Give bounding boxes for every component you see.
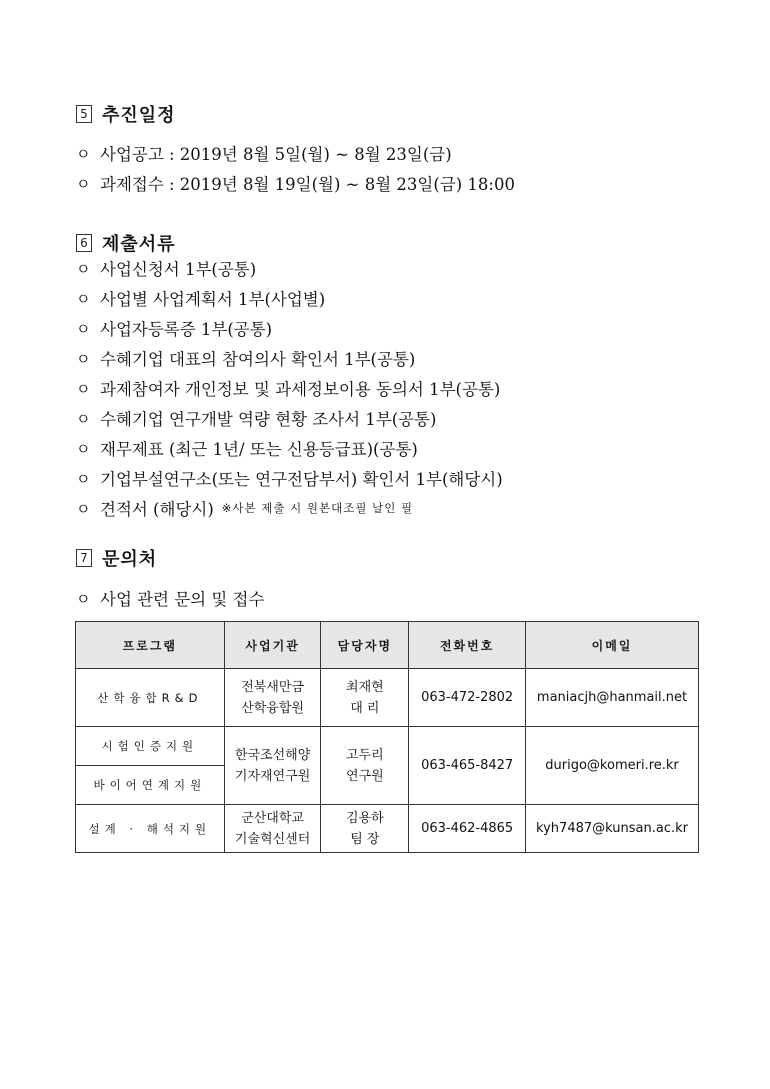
bullet-icon: ㅇ [76,319,91,338]
list-item [76,343,503,373]
list-item [76,283,503,313]
bullet-icon: ㅇ [76,409,91,428]
contact-table [75,621,699,853]
list-item [76,403,503,433]
person-title: 대 리 [350,700,380,716]
program-cell: 설계 · 해석지원 [76,805,225,853]
list-item [76,583,264,613]
list-item-text: 사업자등록증 1부(공통) [100,320,273,339]
program-cell: 산학융합R&D [76,669,225,727]
org-line: 산학융합원 [241,700,304,716]
list-item-text: 사업 관련 문의 및 접수 [100,590,265,609]
phone-cell: 063-472-2802 [409,669,526,727]
header-contact-person: 담당자명 [321,622,409,669]
section-5-heading [76,101,176,127]
list-item-text: 견적서 (해당시) [100,500,214,519]
contact-list [76,583,264,613]
list-item-text: 과제참여자 개인정보 및 과세정보이용 동의서 1부(공통) [100,380,501,399]
list-item-text: 수혜기업 대표의 참여의사 확인서 1부(공통) [100,350,416,369]
section-7-number: 7 [76,549,92,567]
section-7-heading [76,545,157,571]
bullet-icon: ㅇ [76,144,91,163]
email-cell: maniacjh@hanmail.net [526,669,699,727]
organization-cell [224,805,321,853]
program-cell: 바이어연계지원 [76,766,225,805]
bullet-icon: ㅇ [76,349,91,368]
bullet-icon: ㅇ [76,439,91,458]
phone-cell: 063-462-4865 [409,805,526,853]
person-cell [321,669,409,727]
header-program: 프로그램 [76,622,225,669]
bullet-icon: ㅇ [76,259,91,278]
phone-cell: 063-465-8427 [409,727,526,805]
section-7-title: 문의처 [102,549,158,570]
bullet-icon: ㅇ [76,174,91,193]
list-item [76,253,503,283]
copy-note: ※사본 제출 시 원본대조필 날인 필 [221,501,414,515]
bullet-icon: ㅇ [76,589,91,608]
org-line: 기술혁신센터 [234,831,311,847]
person-name: 최재현 [346,679,384,695]
list-item-text: 사업신청서 1부(공통) [100,260,257,279]
list-item [76,463,503,493]
org-line: 기자재연구원 [234,768,311,784]
header-organization: 사업기관 [224,622,321,669]
list-item-text: 과제접수 : 2019년 8월 19일(월) ~ 8월 23일(금) 18:00 [100,175,515,194]
documents-list [76,253,503,523]
list-item-text: 수혜기업 연구개발 역량 현황 조사서 1부(공통) [100,410,437,429]
section-6-title: 제출서류 [102,234,176,255]
list-item [76,433,503,463]
section-6-number: 6 [76,234,92,252]
org-line: 군산대학교 [241,810,304,826]
org-line: 전북새만금 [241,679,304,695]
section-5-number: 5 [76,105,92,123]
bullet-icon: ㅇ [76,469,91,488]
list-item-text: 재무제표 (최근 1년/ 또는 신용등급표)(공통) [100,440,418,459]
person-name: 고두리 [346,747,384,763]
list-item-text: 기업부설연구소(또는 연구전담부서) 확인서 1부(해당시) [100,470,503,489]
schedule-list [76,138,515,198]
organization-cell [224,669,321,727]
list-item [76,138,515,168]
person-title: 연구원 [346,768,384,784]
program-cell: 시험인증지원 [76,727,225,766]
bullet-icon: ㅇ [76,289,91,308]
table-header-row [76,622,699,669]
org-line: 한국조선해양 [234,747,311,763]
person-name: 김용하 [346,810,384,826]
email-cell: kyh7487@kunsan.ac.kr [526,805,699,853]
person-title: 팀 장 [350,831,380,847]
table-row [76,669,699,727]
list-item [76,168,515,198]
person-cell [321,727,409,805]
person-cell [321,805,409,853]
organization-cell [224,727,321,805]
bullet-icon: ㅇ [76,499,91,518]
bullet-icon: ㅇ [76,379,91,398]
list-item [76,373,503,403]
section-5-title: 추진일정 [102,105,176,126]
header-phone: 전화번호 [409,622,526,669]
table-row [76,727,699,766]
header-email: 이메일 [526,622,699,669]
list-item-text: 사업별 사업계획서 1부(사업별) [100,290,326,309]
list-item-text: 사업공고 : 2019년 8월 5일(월) ~ 8월 23일(금) [100,145,452,164]
table-row [76,805,699,853]
email-cell: durigo@komeri.re.kr [526,727,699,805]
list-item [76,493,503,523]
list-item [76,313,503,343]
